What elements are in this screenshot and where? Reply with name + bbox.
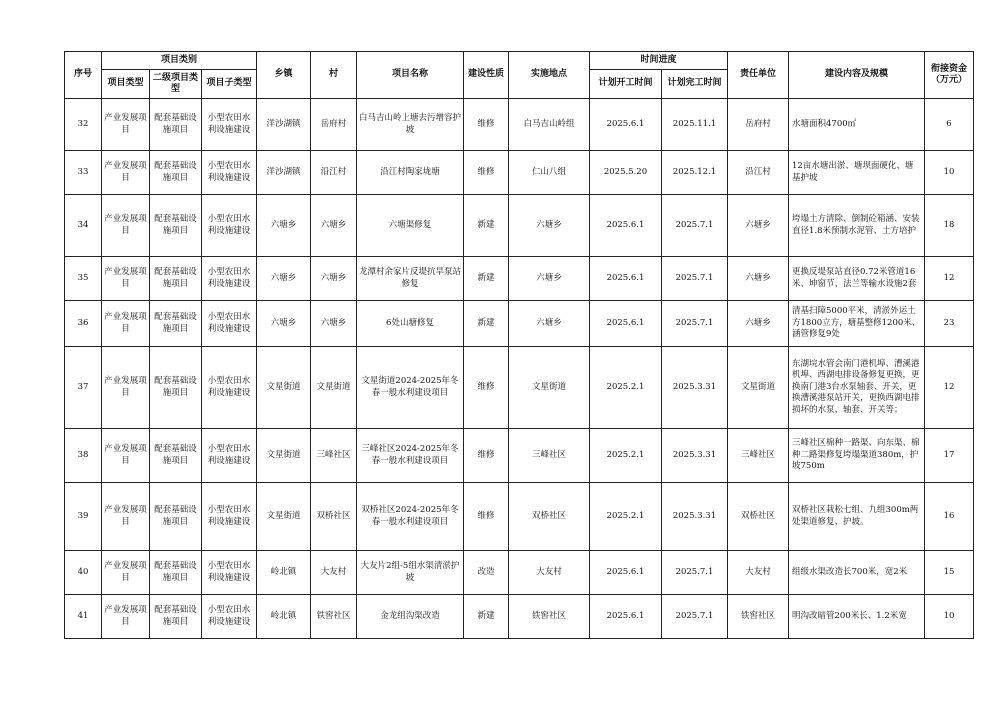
cell-seq: 40 (65, 551, 102, 595)
cell-type2: 配套基础设施项目 (150, 301, 202, 347)
header-project-name: 项目名称 (357, 52, 464, 99)
header-type2: 二级项目类型 (150, 70, 202, 99)
cell-location: 大友村 (509, 551, 590, 595)
cell-seq: 41 (65, 595, 102, 639)
cell-village: 沿江村 (311, 151, 357, 195)
cell-content: 更换反堤泵站直径0.72米管道16米、坤窗节、法兰等输水设施2套 (789, 257, 925, 301)
header-end: 计划完工时间 (662, 70, 728, 99)
cell-location: 仁山八组 (509, 151, 590, 195)
cell-nature: 维修 (464, 99, 509, 151)
cell-name: 龙潭村余家片反堤抗旱泵站修复 (357, 257, 464, 301)
cell-funds: 15 (925, 551, 974, 595)
cell-start: 2025.2.1 (590, 429, 662, 483)
table-row (65, 347, 974, 429)
cell-end: 2025.7.1 (662, 595, 728, 639)
cell-name: 白马吉山岭上塘去污增容护坡 (357, 99, 464, 151)
cell-end: 2025.7.1 (662, 195, 728, 257)
cell-content: 三峰社区棉种一路渠、向东渠、棉种二路渠修复垮塌渠道380m，护坡750m (789, 429, 925, 483)
cell-unit: 六塘乡 (728, 195, 789, 257)
cell-content: 东湖垸水管会南门港机埠、漕溪港机埠、西湖电排设备修复更换，更换南门港3台水泵轴套、开关，更换漕溪港泵站开关，更换西湖电排损坏的水泵、轴套、开关等； (789, 347, 925, 429)
cell-village: 双桥社区 (311, 483, 357, 551)
cell-end: 2025.11.1 (662, 99, 728, 151)
cell-town: 洋沙湖镇 (257, 151, 311, 195)
cell-name: 6处山塘修复 (357, 301, 464, 347)
cell-nature: 新建 (464, 595, 509, 639)
cell-seq: 35 (65, 257, 102, 301)
header-seq: 序号 (65, 52, 102, 99)
header-type3: 项目子类型 (202, 70, 257, 99)
cell-name: 沿江村陶家垅塘 (357, 151, 464, 195)
cell-funds: 18 (925, 195, 974, 257)
cell-location: 三峰社区 (509, 429, 590, 483)
cell-location: 六塘乡 (509, 257, 590, 301)
cell-unit: 大友村 (728, 551, 789, 595)
table-row (65, 483, 974, 551)
cell-content: 清基扫障5000平米，清淤外运土方1800立方，塘基整修1200米、涵管修复9处 (789, 301, 925, 347)
cell-funds: 17 (925, 429, 974, 483)
cell-town: 六塘乡 (257, 195, 311, 257)
cell-start: 2025.2.1 (590, 347, 662, 429)
cell-nature: 新建 (464, 257, 509, 301)
cell-name: 六塘渠修复 (357, 195, 464, 257)
cell-start: 2025.5.20 (590, 151, 662, 195)
cell-start: 2025.6.1 (590, 257, 662, 301)
cell-type1: 产业发展项目 (102, 347, 150, 429)
cell-town: 文星街道 (257, 429, 311, 483)
cell-start: 2025.6.1 (590, 99, 662, 151)
cell-village: 铁窖社区 (311, 595, 357, 639)
cell-funds: 6 (925, 99, 974, 151)
cell-end: 2025.7.1 (662, 551, 728, 595)
cell-town: 洋沙湖镇 (257, 99, 311, 151)
cell-name: 金龙组沟渠改造 (357, 595, 464, 639)
cell-type2: 配套基础设施项目 (150, 257, 202, 301)
cell-unit: 文星街道 (728, 347, 789, 429)
cell-type3: 小型农田水利设施建设 (202, 99, 257, 151)
cell-type3: 小型农田水利设施建设 (202, 347, 257, 429)
cell-type3: 小型农田水利设施建设 (202, 429, 257, 483)
table-body (65, 99, 974, 639)
table-row (65, 301, 974, 347)
cell-funds: 12 (925, 257, 974, 301)
cell-start: 2025.6.1 (590, 195, 662, 257)
cell-location: 文星街道 (509, 347, 590, 429)
cell-type3: 小型农田水利设施建设 (202, 301, 257, 347)
cell-village: 三峰社区 (311, 429, 357, 483)
cell-type2: 配套基础设施项目 (150, 551, 202, 595)
header-nature: 建设性质 (464, 52, 509, 99)
header-schedule: 时间进度 (590, 52, 728, 70)
cell-nature: 维修 (464, 347, 509, 429)
header-town: 乡镇 (257, 52, 311, 99)
cell-unit: 双桥社区 (728, 483, 789, 551)
cell-end: 2025.12.1 (662, 151, 728, 195)
cell-end: 2025.7.1 (662, 301, 728, 347)
cell-seq: 36 (65, 301, 102, 347)
cell-location: 六塘乡 (509, 301, 590, 347)
cell-nature: 新建 (464, 195, 509, 257)
cell-content: 明沟改暗管200米长、1.2米宽 (789, 595, 925, 639)
cell-seq: 32 (65, 99, 102, 151)
cell-location: 铁窖社区 (509, 595, 590, 639)
cell-nature: 新建 (464, 301, 509, 347)
cell-nature: 改造 (464, 551, 509, 595)
cell-end: 2025.3.31 (662, 347, 728, 429)
cell-town: 岭北镇 (257, 595, 311, 639)
cell-end: 2025.7.1 (662, 257, 728, 301)
table-row (65, 551, 974, 595)
header-category: 项目类别 (102, 52, 257, 70)
table-row (65, 195, 974, 257)
table-row (65, 595, 974, 639)
cell-type1: 产业发展项目 (102, 151, 150, 195)
cell-village: 六塘乡 (311, 257, 357, 301)
header-funds: 衔接资金（万元） (925, 52, 974, 99)
header-content: 建设内容及规模 (789, 52, 925, 99)
cell-nature: 维修 (464, 429, 509, 483)
cell-town: 六塘乡 (257, 257, 311, 301)
cell-start: 2025.6.1 (590, 595, 662, 639)
table-row (65, 99, 974, 151)
cell-type3: 小型农田水利设施建设 (202, 195, 257, 257)
cell-type2: 配套基础设施项目 (150, 195, 202, 257)
cell-content: 组级水渠改造长700米，宽2米 (789, 551, 925, 595)
cell-name: 文星街道2024-2025年冬春一般水利建设项目 (357, 347, 464, 429)
cell-unit: 沿江村 (728, 151, 789, 195)
cell-unit: 铁窖社区 (728, 595, 789, 639)
cell-seq: 34 (65, 195, 102, 257)
cell-content: 双桥社区栽松七组、九组300m两处渠道修复、护坡。 (789, 483, 925, 551)
header-unit: 责任单位 (728, 52, 789, 99)
cell-start: 2025.6.1 (590, 301, 662, 347)
cell-name: 双桥社区2024-2025年冬春一般水利建设项目 (357, 483, 464, 551)
cell-type3: 小型农田水利设施建设 (202, 151, 257, 195)
cell-village: 六塘乡 (311, 195, 357, 257)
cell-funds: 12 (925, 347, 974, 429)
cell-location: 双桥社区 (509, 483, 590, 551)
cell-type1: 产业发展项目 (102, 595, 150, 639)
cell-seq: 33 (65, 151, 102, 195)
cell-location: 白马吉山岭组 (509, 99, 590, 151)
project-table-sheet (64, 51, 974, 639)
cell-content: 垮塌土方清除、倒制砼箱涵、安装直径1.8米预制水泥管、土方培护 (789, 195, 925, 257)
cell-name: 大友片2组-5组水渠清淤护坡 (357, 551, 464, 595)
table-row (65, 151, 974, 195)
cell-type1: 产业发展项目 (102, 301, 150, 347)
cell-town: 六塘乡 (257, 301, 311, 347)
cell-type2: 配套基础设施项目 (150, 99, 202, 151)
cell-funds: 16 (925, 483, 974, 551)
cell-name: 三峰社区2024-2025年冬春一般水利建设项目 (357, 429, 464, 483)
cell-type2: 配套基础设施项目 (150, 429, 202, 483)
cell-town: 文星街道 (257, 483, 311, 551)
cell-start: 2025.2.1 (590, 483, 662, 551)
cell-funds: 10 (925, 151, 974, 195)
cell-end: 2025.3.31 (662, 429, 728, 483)
cell-village: 大友村 (311, 551, 357, 595)
cell-town: 文星街道 (257, 347, 311, 429)
cell-unit: 六塘乡 (728, 301, 789, 347)
cell-nature: 维修 (464, 151, 509, 195)
cell-village: 文星街道 (311, 347, 357, 429)
cell-type3: 小型农田水利设施建设 (202, 257, 257, 301)
cell-type1: 产业发展项目 (102, 195, 150, 257)
cell-type1: 产业发展项目 (102, 99, 150, 151)
cell-type3: 小型农田水利设施建设 (202, 551, 257, 595)
cell-type2: 配套基础设施项目 (150, 151, 202, 195)
cell-unit: 三峰社区 (728, 429, 789, 483)
cell-type3: 小型农田水利设施建设 (202, 595, 257, 639)
header-type1: 项目类型 (102, 70, 150, 99)
cell-funds: 10 (925, 595, 974, 639)
cell-type1: 产业发展项目 (102, 429, 150, 483)
cell-seq: 38 (65, 429, 102, 483)
cell-start: 2025.6.1 (590, 551, 662, 595)
header-start: 计划开工时间 (590, 70, 662, 99)
cell-nature: 维修 (464, 483, 509, 551)
cell-type1: 产业发展项目 (102, 483, 150, 551)
cell-funds: 23 (925, 301, 974, 347)
cell-type1: 产业发展项目 (102, 257, 150, 301)
cell-town: 岭北镇 (257, 551, 311, 595)
cell-content: 12亩水塘出淤、塘坝面硬化、塘基护坡 (789, 151, 925, 195)
cell-type2: 配套基础设施项目 (150, 347, 202, 429)
cell-unit: 岳府村 (728, 99, 789, 151)
header-location: 实施地点 (509, 52, 590, 99)
cell-end: 2025.3.31 (662, 483, 728, 551)
cell-content: 水塘面积4700㎡ (789, 99, 925, 151)
table-row (65, 429, 974, 483)
cell-seq: 39 (65, 483, 102, 551)
project-table (64, 51, 974, 639)
cell-type3: 小型农田水利设施建设 (202, 483, 257, 551)
cell-type2: 配套基础设施项目 (150, 595, 202, 639)
cell-unit: 六塘乡 (728, 257, 789, 301)
table-row (65, 257, 974, 301)
cell-type1: 产业发展项目 (102, 551, 150, 595)
cell-seq: 37 (65, 347, 102, 429)
cell-location: 六塘乡 (509, 195, 590, 257)
cell-village: 六塘乡 (311, 301, 357, 347)
header-village: 村 (311, 52, 357, 99)
cell-village: 岳府村 (311, 99, 357, 151)
cell-type2: 配套基础设施项目 (150, 483, 202, 551)
